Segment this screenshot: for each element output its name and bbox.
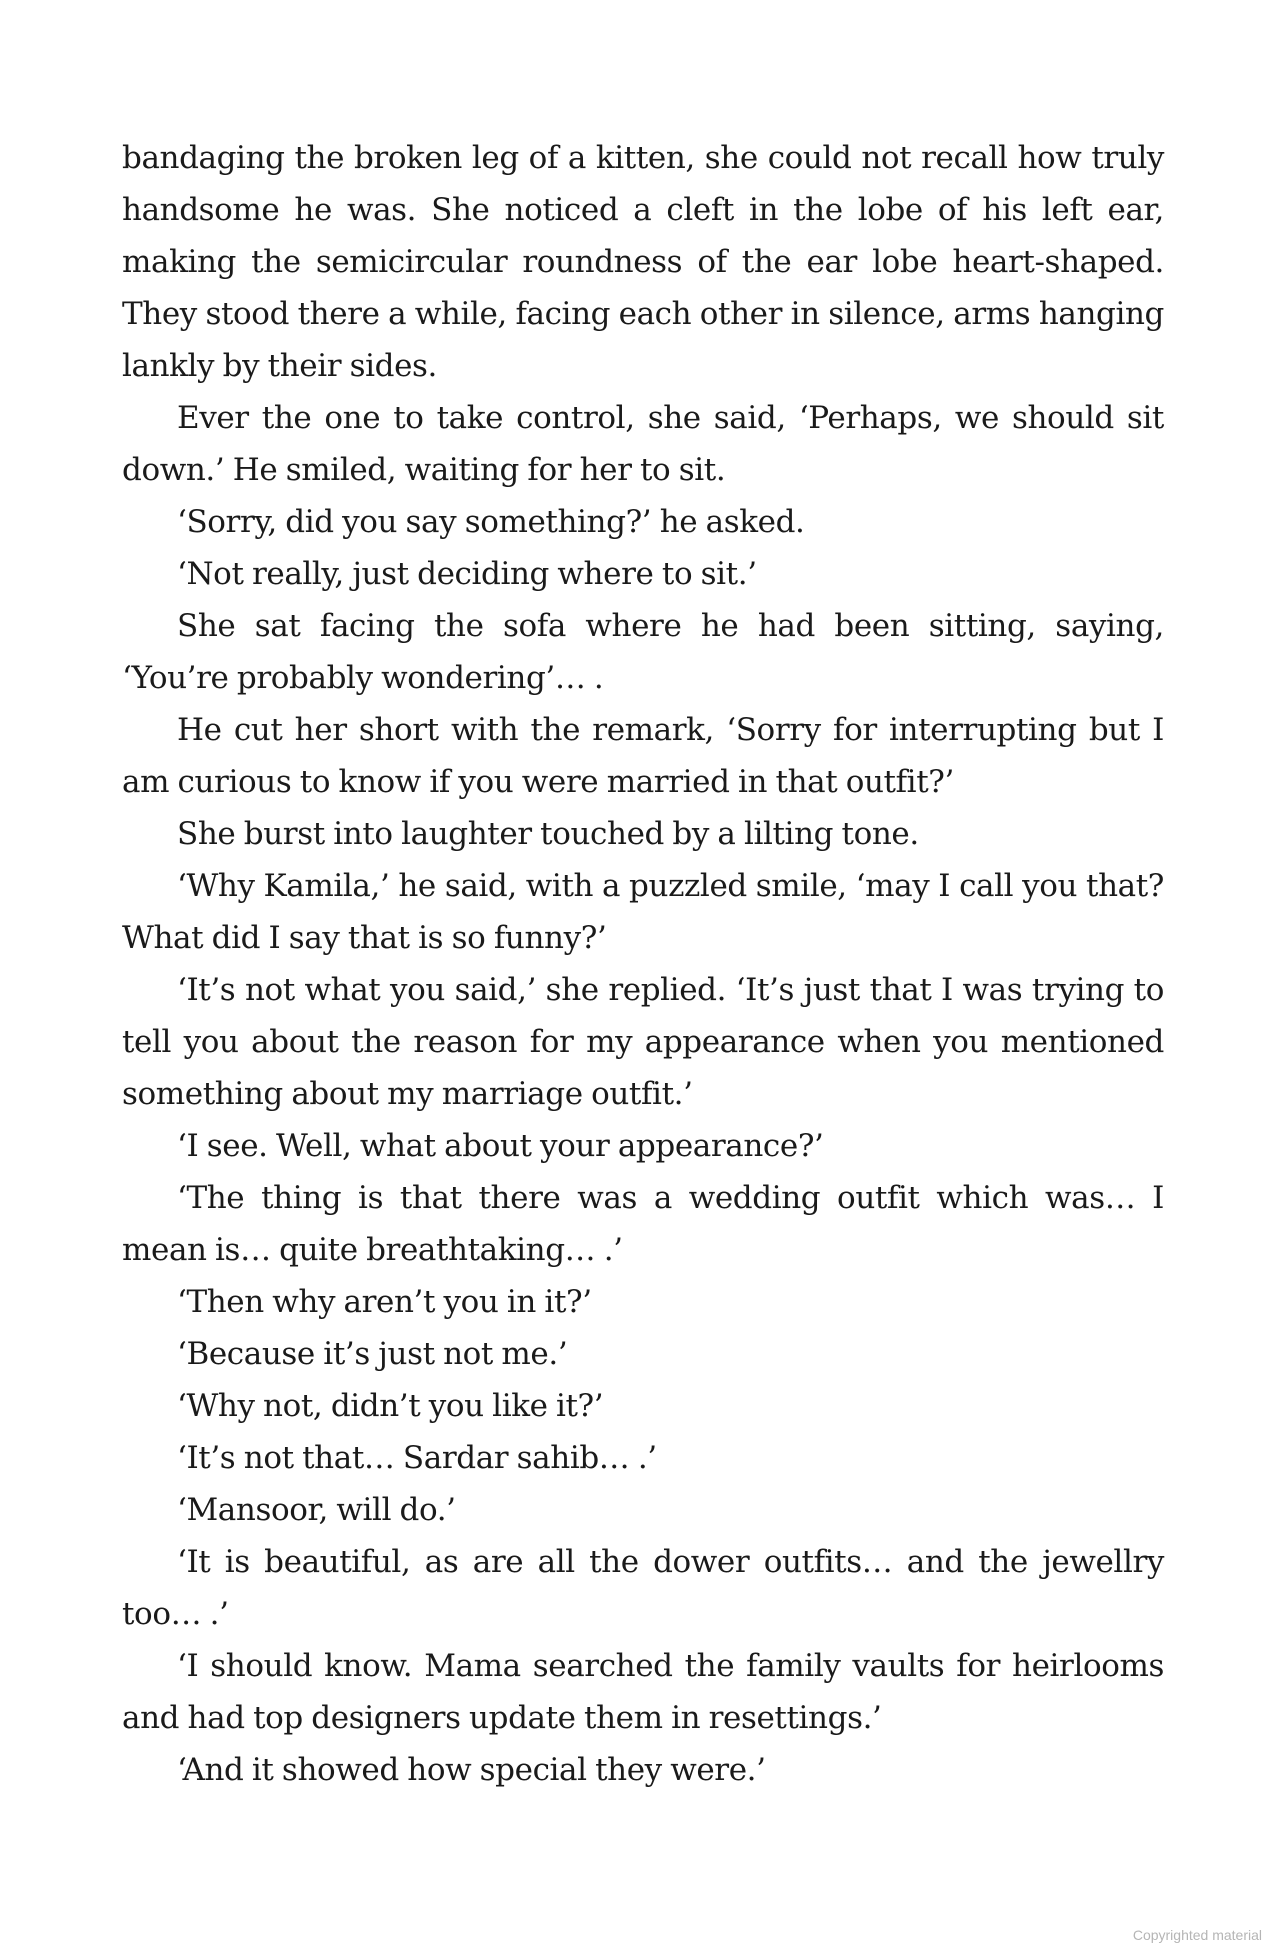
paragraph: ‘Sorry, did you say something?’ he asked. bbox=[177, 504, 805, 540]
paragraph: Ever the one to take control, she said, ‘Perhaps, we should sit down.’ He smiled, waiting for her to sit. bbox=[122, 400, 1164, 488]
paragraph: ‘I should know. Mama searched the family vaults for heirlooms and had top designers update them in resettings.’ bbox=[122, 1648, 1164, 1736]
paragraph: ‘I see. Well, what about your appearance?’ bbox=[177, 1128, 824, 1164]
paragraph: bandaging the broken leg of a kitten, she could not recall how truly handsome he was. She noticed a cleft in the lobe of his left ear, making the semicircular roundness of the ear lobe heart-shaped. They stood there a while, facing each other in silence, arms hanging lankly by their sides. bbox=[122, 140, 1164, 384]
paragraph: ‘Why not, didn’t you like it?’ bbox=[177, 1388, 604, 1424]
copyright-watermark: Copyrighted material bbox=[1132, 1927, 1262, 1943]
paragraph: ‘It is beautiful, as are all the dower outfits… and the jewellry too… .’ bbox=[122, 1544, 1164, 1632]
paragraph: ‘It’s not that… Sardar sahib… .’ bbox=[177, 1440, 657, 1476]
paragraph: He cut her short with the remark, ‘Sorry for interrupting but I am curious to know if you were married in that outfit?’ bbox=[122, 712, 1164, 800]
paragraph: She burst into laughter touched by a lilting tone. bbox=[177, 816, 919, 852]
paragraph: She sat facing the sofa where he had been sitting, saying, ‘You’re probably wondering’… . bbox=[122, 608, 1164, 696]
paragraph: ‘The thing is that there was a wedding outfit which was… I mean is… quite breathtaking… .’ bbox=[122, 1180, 1164, 1268]
page-body-text bbox=[122, 132, 1164, 1796]
paragraph: ‘It’s not what you said,’ she replied. ‘It’s just that I was trying to tell you about the reason for my appearance when you mentioned something about my marriage outfit.’ bbox=[122, 972, 1164, 1112]
paragraph: ‘Because it’s just not me.’ bbox=[177, 1336, 568, 1372]
paragraph: ‘Mansoor, will do.’ bbox=[177, 1492, 456, 1528]
paragraph: ‘Not really, just deciding where to sit.’ bbox=[177, 556, 757, 592]
paragraph: ‘Why Kamila,’ he said, with a puzzled smile, ‘may I call you that? What did I say that is so funny?’ bbox=[122, 868, 1164, 956]
paragraph: ‘And it showed how special they were.’ bbox=[177, 1752, 766, 1788]
paragraph: ‘Then why aren’t you in it?’ bbox=[177, 1284, 592, 1320]
